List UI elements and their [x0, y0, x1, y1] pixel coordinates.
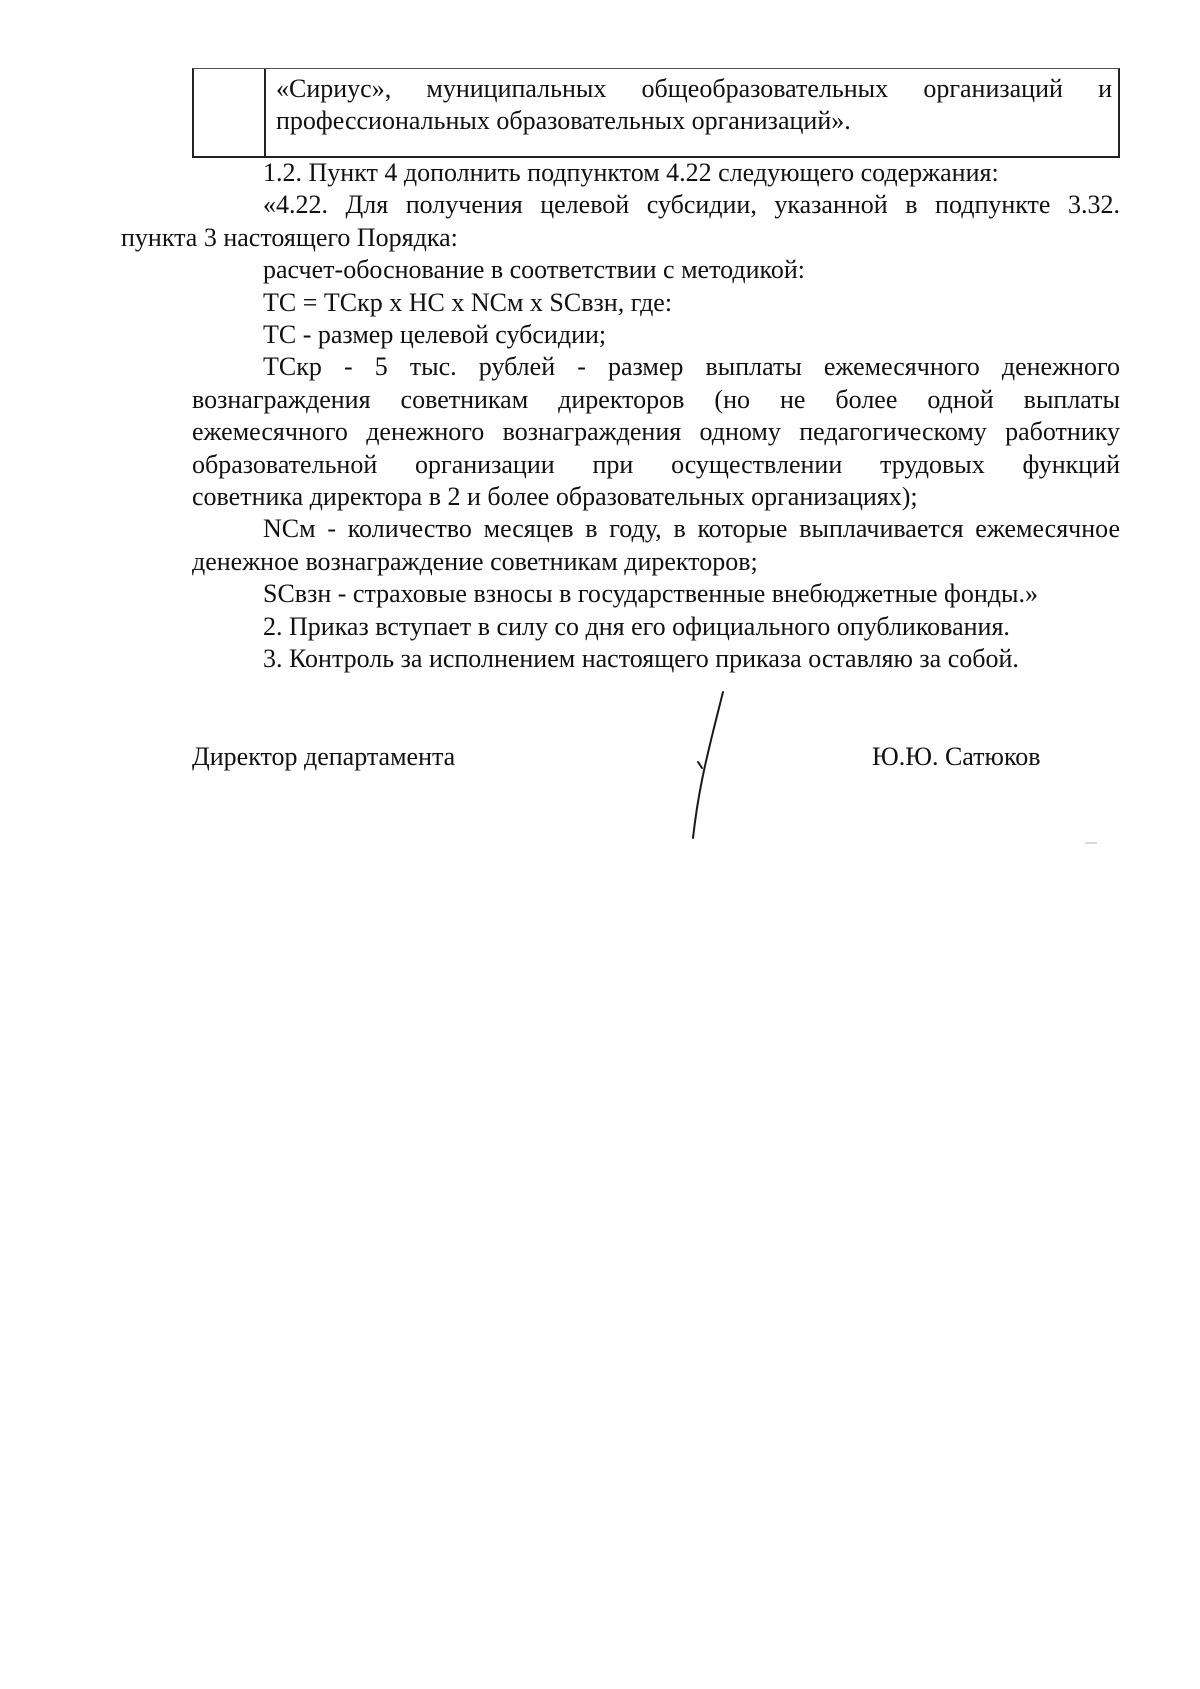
paragraph-line: советника директора в 2 и более образовательных организациях);	[192, 482, 918, 512]
table-text-line-2: профессиональных образовательных организаций».	[276, 106, 851, 135]
paragraph-tckr	[192, 351, 1120, 513]
table-cell-text	[276, 73, 1112, 137]
paragraph-calculation	[192, 254, 1120, 286]
paragraph-formula	[192, 287, 1120, 319]
signatory-title: Директор департамента	[192, 742, 456, 771]
paragraph-line: вознаграждения советникам директоров (но не более одной выплаты	[192, 384, 1120, 414]
paragraph-line: образовательной организации при осуществлении трудовых функций	[192, 449, 1120, 479]
paragraph-line: «4.22. Для получения целевой субсидии, указанной в подпункте 3.32.	[263, 190, 1120, 220]
signatory-name: Ю.Ю. Сатюков	[872, 742, 1041, 771]
document-body	[121, 157, 1120, 676]
paragraph-line: 2. Приказ вступает в силу со дня его официального опубликования.	[263, 611, 1010, 641]
scan-artifact	[1085, 842, 1097, 844]
paragraph-3	[192, 643, 1120, 675]
paragraph-scvzn	[192, 578, 1120, 610]
paragraph-4-22	[121, 189, 1120, 254]
paragraph-line: ТС = ТСкр х НС х NСм х SСвзн, где:	[263, 287, 673, 317]
paragraph-line: ТСкр - 5 тыс. рублей - размер выплаты ежемесячного денежного	[263, 352, 1120, 382]
paragraph-tc	[192, 319, 1120, 351]
signature-row	[192, 740, 1120, 780]
paragraph-line: ТС - размер целевой субсидии;	[263, 320, 607, 350]
table-fragment	[192, 68, 1120, 158]
paragraph-line: 1.2. Пункт 4 дополнить подпунктом 4.22 следующего содержания:	[263, 158, 999, 187]
paragraph-line: расчет-обоснование в соответствии с методикой:	[263, 255, 805, 285]
table-column-divider	[264, 69, 266, 156]
table-text-line-1: «Сириус», муниципальных общеобразовательных организаций и	[276, 74, 1112, 103]
paragraph-line: SСвзн - страховые взносы в государственные внебюджетные фонды.»	[263, 579, 1038, 609]
paragraph-line: пункта 3 настоящего Порядка:	[121, 222, 458, 252]
paragraph-line: ежемесячного денежного вознаграждения одному педагогическому работнику	[192, 417, 1120, 447]
paragraph-1-2	[192, 157, 1120, 189]
paragraph-2	[192, 611, 1120, 643]
paragraph-ncm	[192, 513, 1120, 578]
paragraph-line: денежное вознаграждение советникам директоров;	[192, 546, 758, 576]
paragraph-line: NСм - количество месяцев в году, в которые выплачивается ежемесячное	[263, 514, 1120, 544]
paragraph-line: 3. Контроль за исполнением настоящего приказа оставляю за собой.	[263, 644, 1019, 674]
